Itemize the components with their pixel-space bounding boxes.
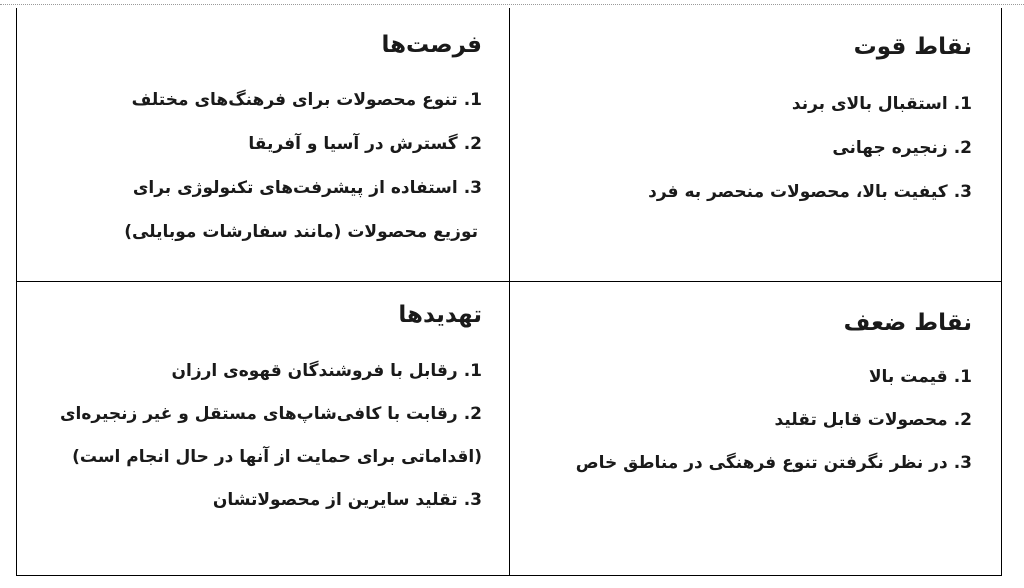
item-number: 3. bbox=[463, 490, 482, 510]
item-text: کیفیت بالا، محصولات منحصر به فرد bbox=[648, 182, 948, 202]
item-number: 1. bbox=[463, 361, 482, 381]
opportunities-cell bbox=[26, 30, 482, 254]
item-number: 3. bbox=[953, 182, 972, 202]
top-dotted-border bbox=[0, 4, 1024, 5]
opportunities-list bbox=[26, 78, 482, 254]
table-vertical-divider bbox=[509, 8, 510, 576]
opportunities-title: فرصت‌ها bbox=[381, 32, 482, 58]
table-right-border bbox=[1001, 8, 1002, 576]
item-number: 2. bbox=[953, 410, 972, 430]
item-number: 2. bbox=[953, 138, 972, 158]
item-text: رقابت با کافی‌شاپ‌های مستقل و غیر زنجیره‌ای bbox=[59, 404, 458, 424]
item-text: تنوع محصولات برای فرهنگ‌های مختلف bbox=[131, 90, 458, 110]
weaknesses-cell bbox=[516, 308, 972, 485]
item-text: توزیع محصولات (مانند سفارشات موبایلی) bbox=[124, 222, 478, 242]
item-text: قیمت بالا bbox=[868, 367, 948, 387]
item-text: در نظر نگرفتن تنوع فرهنگی در مناطق خاص bbox=[575, 453, 948, 473]
strengths-cell bbox=[516, 32, 972, 214]
list-item bbox=[516, 170, 972, 214]
list-item bbox=[516, 399, 972, 442]
strengths-list bbox=[516, 82, 972, 214]
list-item bbox=[516, 126, 972, 170]
table-left-border bbox=[16, 8, 17, 576]
item-text: تقلید سایرین از محصولاتشان bbox=[212, 490, 458, 510]
list-item bbox=[26, 479, 482, 522]
weaknesses-title: نقاط ضعف bbox=[843, 310, 972, 336]
item-number: 1. bbox=[953, 367, 972, 387]
threats-list bbox=[26, 350, 482, 522]
item-text: استقبال بالای برند bbox=[791, 94, 948, 114]
threats-title: تهدیدها bbox=[398, 302, 482, 328]
item-text: استفاده از پیشرفت‌های تکنولوژی برای bbox=[132, 178, 458, 198]
list-item bbox=[26, 393, 482, 436]
item-number: 3. bbox=[463, 178, 482, 198]
list-item bbox=[26, 78, 482, 122]
item-text: زنجیره جهانی bbox=[832, 138, 948, 158]
list-item bbox=[26, 166, 482, 210]
item-text: گسترش در آسیا و آفریقا bbox=[248, 134, 458, 154]
item-number: 1. bbox=[463, 90, 482, 110]
item-text: محصولات قابل تقلید bbox=[774, 410, 948, 430]
list-item bbox=[26, 350, 482, 393]
list-item-continuation bbox=[26, 210, 482, 254]
item-number: 2. bbox=[463, 404, 482, 424]
list-item bbox=[516, 442, 972, 485]
weaknesses-list bbox=[516, 356, 972, 485]
list-item-continuation bbox=[26, 436, 482, 479]
threats-cell bbox=[26, 300, 482, 522]
item-number: 2. bbox=[463, 134, 482, 154]
list-item bbox=[516, 356, 972, 399]
item-number: 3. bbox=[953, 453, 972, 473]
swot-table bbox=[16, 8, 1002, 576]
strengths-title: نقاط قوت bbox=[853, 34, 972, 60]
list-item bbox=[516, 82, 972, 126]
item-text: (اقداماتی برای حمایت از آنها در حال انجام است) bbox=[72, 447, 482, 467]
item-number: 1. bbox=[953, 94, 972, 114]
list-item bbox=[26, 122, 482, 166]
table-horizontal-divider bbox=[16, 281, 1002, 282]
item-text: رقابل با فروشندگان قهوه‌ی ارزان bbox=[171, 361, 458, 381]
